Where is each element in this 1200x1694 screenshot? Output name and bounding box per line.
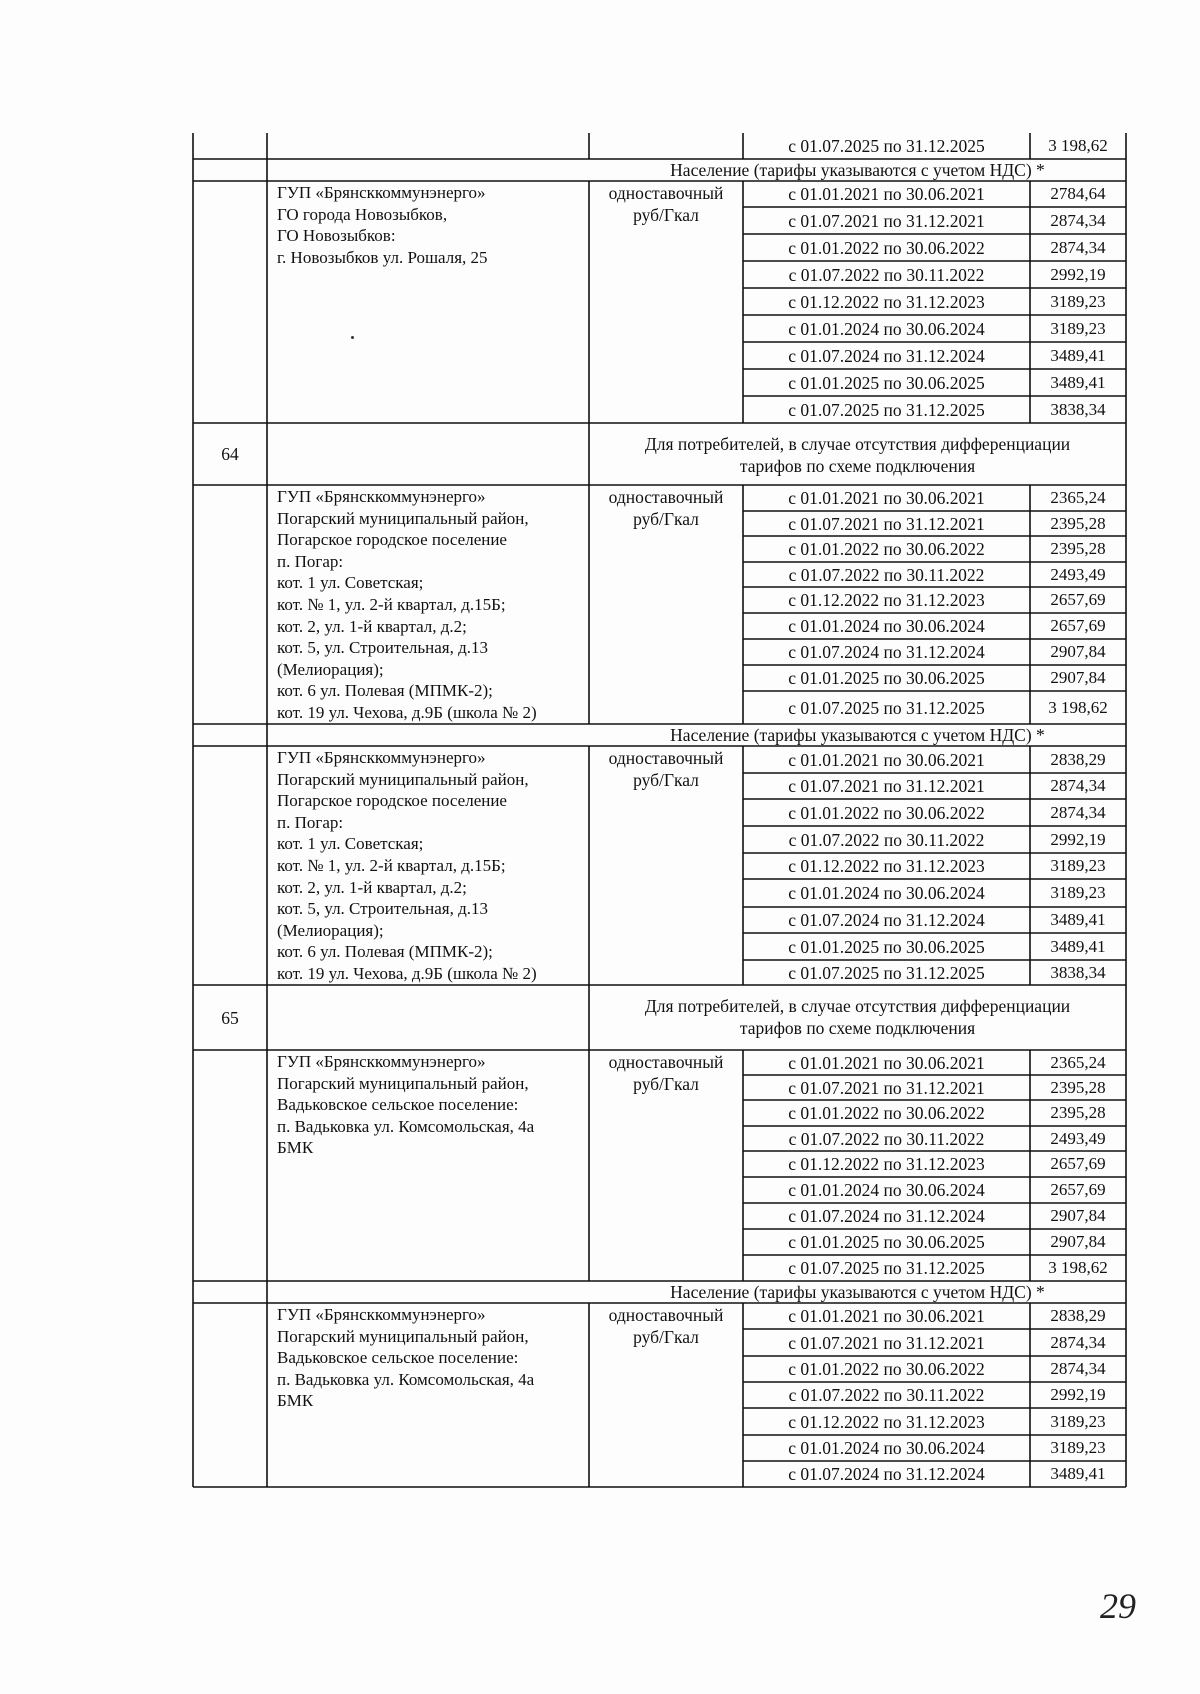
value-cell: 2395,28 <box>1050 539 1106 558</box>
value-cell: 2907,84 <box>1050 642 1106 661</box>
period-cell: с 01.01.2022 по 30.06.2022 <box>788 237 985 258</box>
value-cell: 2395,28 <box>1050 1103 1106 1122</box>
value-cell: 3 198,62 <box>1048 1258 1108 1277</box>
period-cell: с 01.01.2025 по 30.06.2025 <box>788 372 985 393</box>
period-cell: с 01.07.2025 по 31.12.2025 <box>788 697 985 718</box>
value-cell: 2493,49 <box>1050 564 1106 584</box>
value-cell: 2874,34 <box>1050 802 1106 822</box>
value-cell: 3489,41 <box>1050 936 1106 956</box>
value-cell: 2874,34 <box>1050 1359 1106 1378</box>
period-cell: с 01.12.2022 по 31.12.2023 <box>788 856 985 876</box>
value-cell: 2992,19 <box>1050 264 1106 284</box>
period-cell: с 01.01.2025 по 30.06.2025 <box>788 668 985 688</box>
value-cell: 3489,41 <box>1050 910 1106 929</box>
value-cell: 3189,23 <box>1050 291 1106 311</box>
value-cell: 2874,34 <box>1050 237 1106 257</box>
value-cell: 2395,28 <box>1050 513 1106 533</box>
period-cell: с 01.01.2025 по 30.06.2025 <box>788 1232 985 1252</box>
period-cell: с 01.01.2022 по 30.06.2022 <box>788 539 985 559</box>
period-cell: с 01.07.2022 по 30.11.2022 <box>788 264 985 285</box>
value-cell: 2907,84 <box>1050 668 1106 687</box>
period-cell: с 01.01.2024 по 30.06.2024 <box>788 1180 985 1200</box>
period-cell: с 01.01.2021 по 30.06.2021 <box>788 488 985 508</box>
value-cell: 2657,69 <box>1050 1154 1106 1173</box>
row-number: 64 <box>221 444 239 464</box>
period-cell: с 01.01.2024 по 30.06.2024 <box>788 883 985 903</box>
period-cell: с 01.07.2024 по 31.12.2024 <box>788 910 985 930</box>
value-cell: 2395,28 <box>1050 1077 1106 1097</box>
value-cell: 2365,24 <box>1050 488 1106 507</box>
value-cell: 2838,29 <box>1050 1306 1106 1325</box>
period-cell: с 01.07.2021 по 31.12.2021 <box>788 210 985 231</box>
value-cell: 3189,23 <box>1050 318 1106 338</box>
period-cell: с 01.07.2022 по 30.11.2022 <box>788 564 985 585</box>
period-cell: с 01.01.2024 по 30.06.2024 <box>788 1438 985 1458</box>
period-cell: с 01.07.2022 по 30.11.2022 <box>788 1385 985 1405</box>
value-cell: 2907,84 <box>1050 1206 1106 1225</box>
supplier-address: ГУП «Брянсккоммунэнерго» Погарский муниципальный район, Погарское городское поселение п. Погар: кот. 1 ул. Советская; кот. № 1, ул. 2-й квартал, д.15Б; кот. 2, ул. 1-й квартал, д.2; кот. 5, ул. Строительная, д.13 (Мелиорация); кот. 6 ул. Полевая (МПМК-2); кот. 19 ул. Чехова, д.9Б (школа № 2) <box>277 748 537 983</box>
period-cell: с 01.12.2022 по 31.12.2023 <box>788 1411 985 1432</box>
value-cell: 2907,84 <box>1050 1232 1106 1251</box>
period-cell: с 01.07.2024 по 31.12.2024 <box>788 1464 985 1484</box>
consumer-note: Для потребителей, в случае отсутствия дифференциации тарифов по схеме подключения <box>644 434 1071 476</box>
value-cell: 3 198,62 <box>1048 697 1108 717</box>
value-cell: 2874,34 <box>1050 210 1106 230</box>
value-cell: 3189,23 <box>1050 883 1106 902</box>
value-cell: 3189,23 <box>1050 1438 1106 1457</box>
value-cell: 2874,34 <box>1050 776 1106 795</box>
value-cell: 3838,34 <box>1050 399 1106 419</box>
value-cell: 2838,29 <box>1050 749 1106 769</box>
period-cell: с 01.07.2021 по 31.12.2021 <box>788 1077 985 1098</box>
period-cell: с 01.07.2025 по 31.12.2025 <box>788 962 985 983</box>
period-cell: с 01.01.2022 по 30.06.2022 <box>788 1359 985 1379</box>
period-cell: с 01.07.2021 по 31.12.2021 <box>788 1332 985 1353</box>
period-cell: с 01.07.2025 по 31.12.2025 <box>788 399 985 420</box>
value-cell: 2992,19 <box>1050 1385 1106 1404</box>
row-number: 65 <box>221 1007 239 1028</box>
period-cell: с 01.07.2021 по 31.12.2021 <box>788 513 985 534</box>
tariff-type: одноставочный руб/Гкал <box>608 1052 724 1094</box>
population-header: Население (тарифы указываются с учетом НДС) * <box>670 1282 1045 1302</box>
period-cell: с 01.07.2021 по 31.12.2021 <box>788 776 985 796</box>
supplier-address: ГУП «Брянсккоммунэнерго» Погарский муниципальный район, Вадьковское сельское поселение: п. Вадьковка ул. Комсомольская, 4а БМК <box>277 1305 535 1411</box>
tariff-type: одноставочный руб/Гкал <box>608 183 724 225</box>
period-cell: с 01.07.2022 по 30.11.2022 <box>788 829 985 850</box>
period-cell: с 01.01.2021 по 30.06.2021 <box>788 1052 985 1073</box>
period-cell: с 01.01.2022 по 30.06.2022 <box>788 802 985 823</box>
period-cell: с 01.01.2022 по 30.06.2022 <box>788 1103 985 1123</box>
value-cell: 3489,41 <box>1050 1464 1106 1483</box>
tariff-type: одноставочный руб/Гкал <box>608 1305 724 1347</box>
supplier-address: ГУП «Брянсккоммунэнерго» ГО города Новозыбков, ГО Новозыбков: г. Новозыбков ул. Рошаля, 25 <box>277 183 488 267</box>
value-cell: 2992,19 <box>1050 829 1106 849</box>
value-cell: 2657,69 <box>1050 1180 1106 1199</box>
population-header: Население (тарифы указываются с учетом НДС) * <box>670 160 1045 180</box>
period-cell: с 01.07.2024 по 31.12.2024 <box>788 1206 985 1226</box>
value-cell: 3489,41 <box>1050 372 1106 392</box>
period-cell: с 01.01.2024 по 30.06.2024 <box>788 616 985 636</box>
supplier-address: ГУП «Брянсккоммунэнерго» Погарский муниципальный район, Погарское городское поселение п. Погар: кот. 1 ул. Советская; кот. № 1, ул. 2-й квартал, д.15Б; кот. 2, ул. 1-й квартал, д.2; кот. 5, ул. Строительная, д.13 (Мелиорация); кот. 6 ул. Полевая (МПМК-2); кот. 19 ул. Чехова, д.9Б (школа № 2) <box>277 487 537 722</box>
period-cell: с 01.01.2021 по 30.06.2021 <box>788 184 985 204</box>
period-cell: с 01.07.2022 по 30.11.2022 <box>788 1128 985 1149</box>
period-cell: с 01.01.2025 по 30.06.2025 <box>788 936 985 957</box>
period-cell: с 01.07.2024 по 31.12.2024 <box>788 642 985 662</box>
value-cell: 2874,34 <box>1050 1332 1106 1352</box>
value-cell: 2784,64 <box>1050 184 1106 203</box>
period-cell: с 01.12.2022 по 31.12.2023 <box>788 291 985 312</box>
value-cell: 3189,23 <box>1050 856 1106 875</box>
period-cell: с 01.01.2024 по 30.06.2024 <box>788 318 985 339</box>
consumer-note: Для потребителей, в случае отсутствия дифференциации тарифов по схеме подключения <box>644 996 1071 1038</box>
period-cell: с 01.07.2025 по 31.12.2025 <box>788 136 985 156</box>
value-cell: 3189,23 <box>1050 1411 1106 1431</box>
value-cell: 2365,24 <box>1050 1052 1106 1072</box>
period-cell: с 01.07.2024 по 31.12.2024 <box>788 345 985 366</box>
period-cell: с 01.01.2021 по 30.06.2021 <box>788 749 985 770</box>
page-number: 29 <box>1100 1586 1136 1626</box>
population-header: Население (тарифы указываются с учетом НДС) * <box>670 725 1045 745</box>
supplier-address: ГУП «Брянсккоммунэнерго» Погарский муниципальный район, Вадьковское сельское поселение: п. Вадьковка ул. Комсомольская, 4а БМК <box>277 1052 535 1158</box>
period-cell: с 01.12.2022 по 31.12.2023 <box>788 590 985 610</box>
value-cell: 2657,69 <box>1050 590 1106 609</box>
tariff-type: одноставочный руб/Гкал <box>608 487 724 529</box>
value-cell: 2657,69 <box>1050 616 1106 635</box>
value-cell: 3489,41 <box>1050 345 1106 365</box>
period-cell: с 01.01.2021 по 30.06.2021 <box>788 1306 985 1326</box>
value-cell: 3 198,62 <box>1048 136 1108 155</box>
value-cell: 3838,34 <box>1050 962 1106 982</box>
value-cell: 2493,49 <box>1050 1128 1106 1148</box>
scan-speck <box>351 336 354 339</box>
period-cell: с 01.12.2022 по 31.12.2023 <box>788 1154 985 1174</box>
tariff-type: одноставочный руб/Гкал <box>608 748 724 790</box>
period-cell: с 01.07.2025 по 31.12.2025 <box>788 1258 985 1278</box>
